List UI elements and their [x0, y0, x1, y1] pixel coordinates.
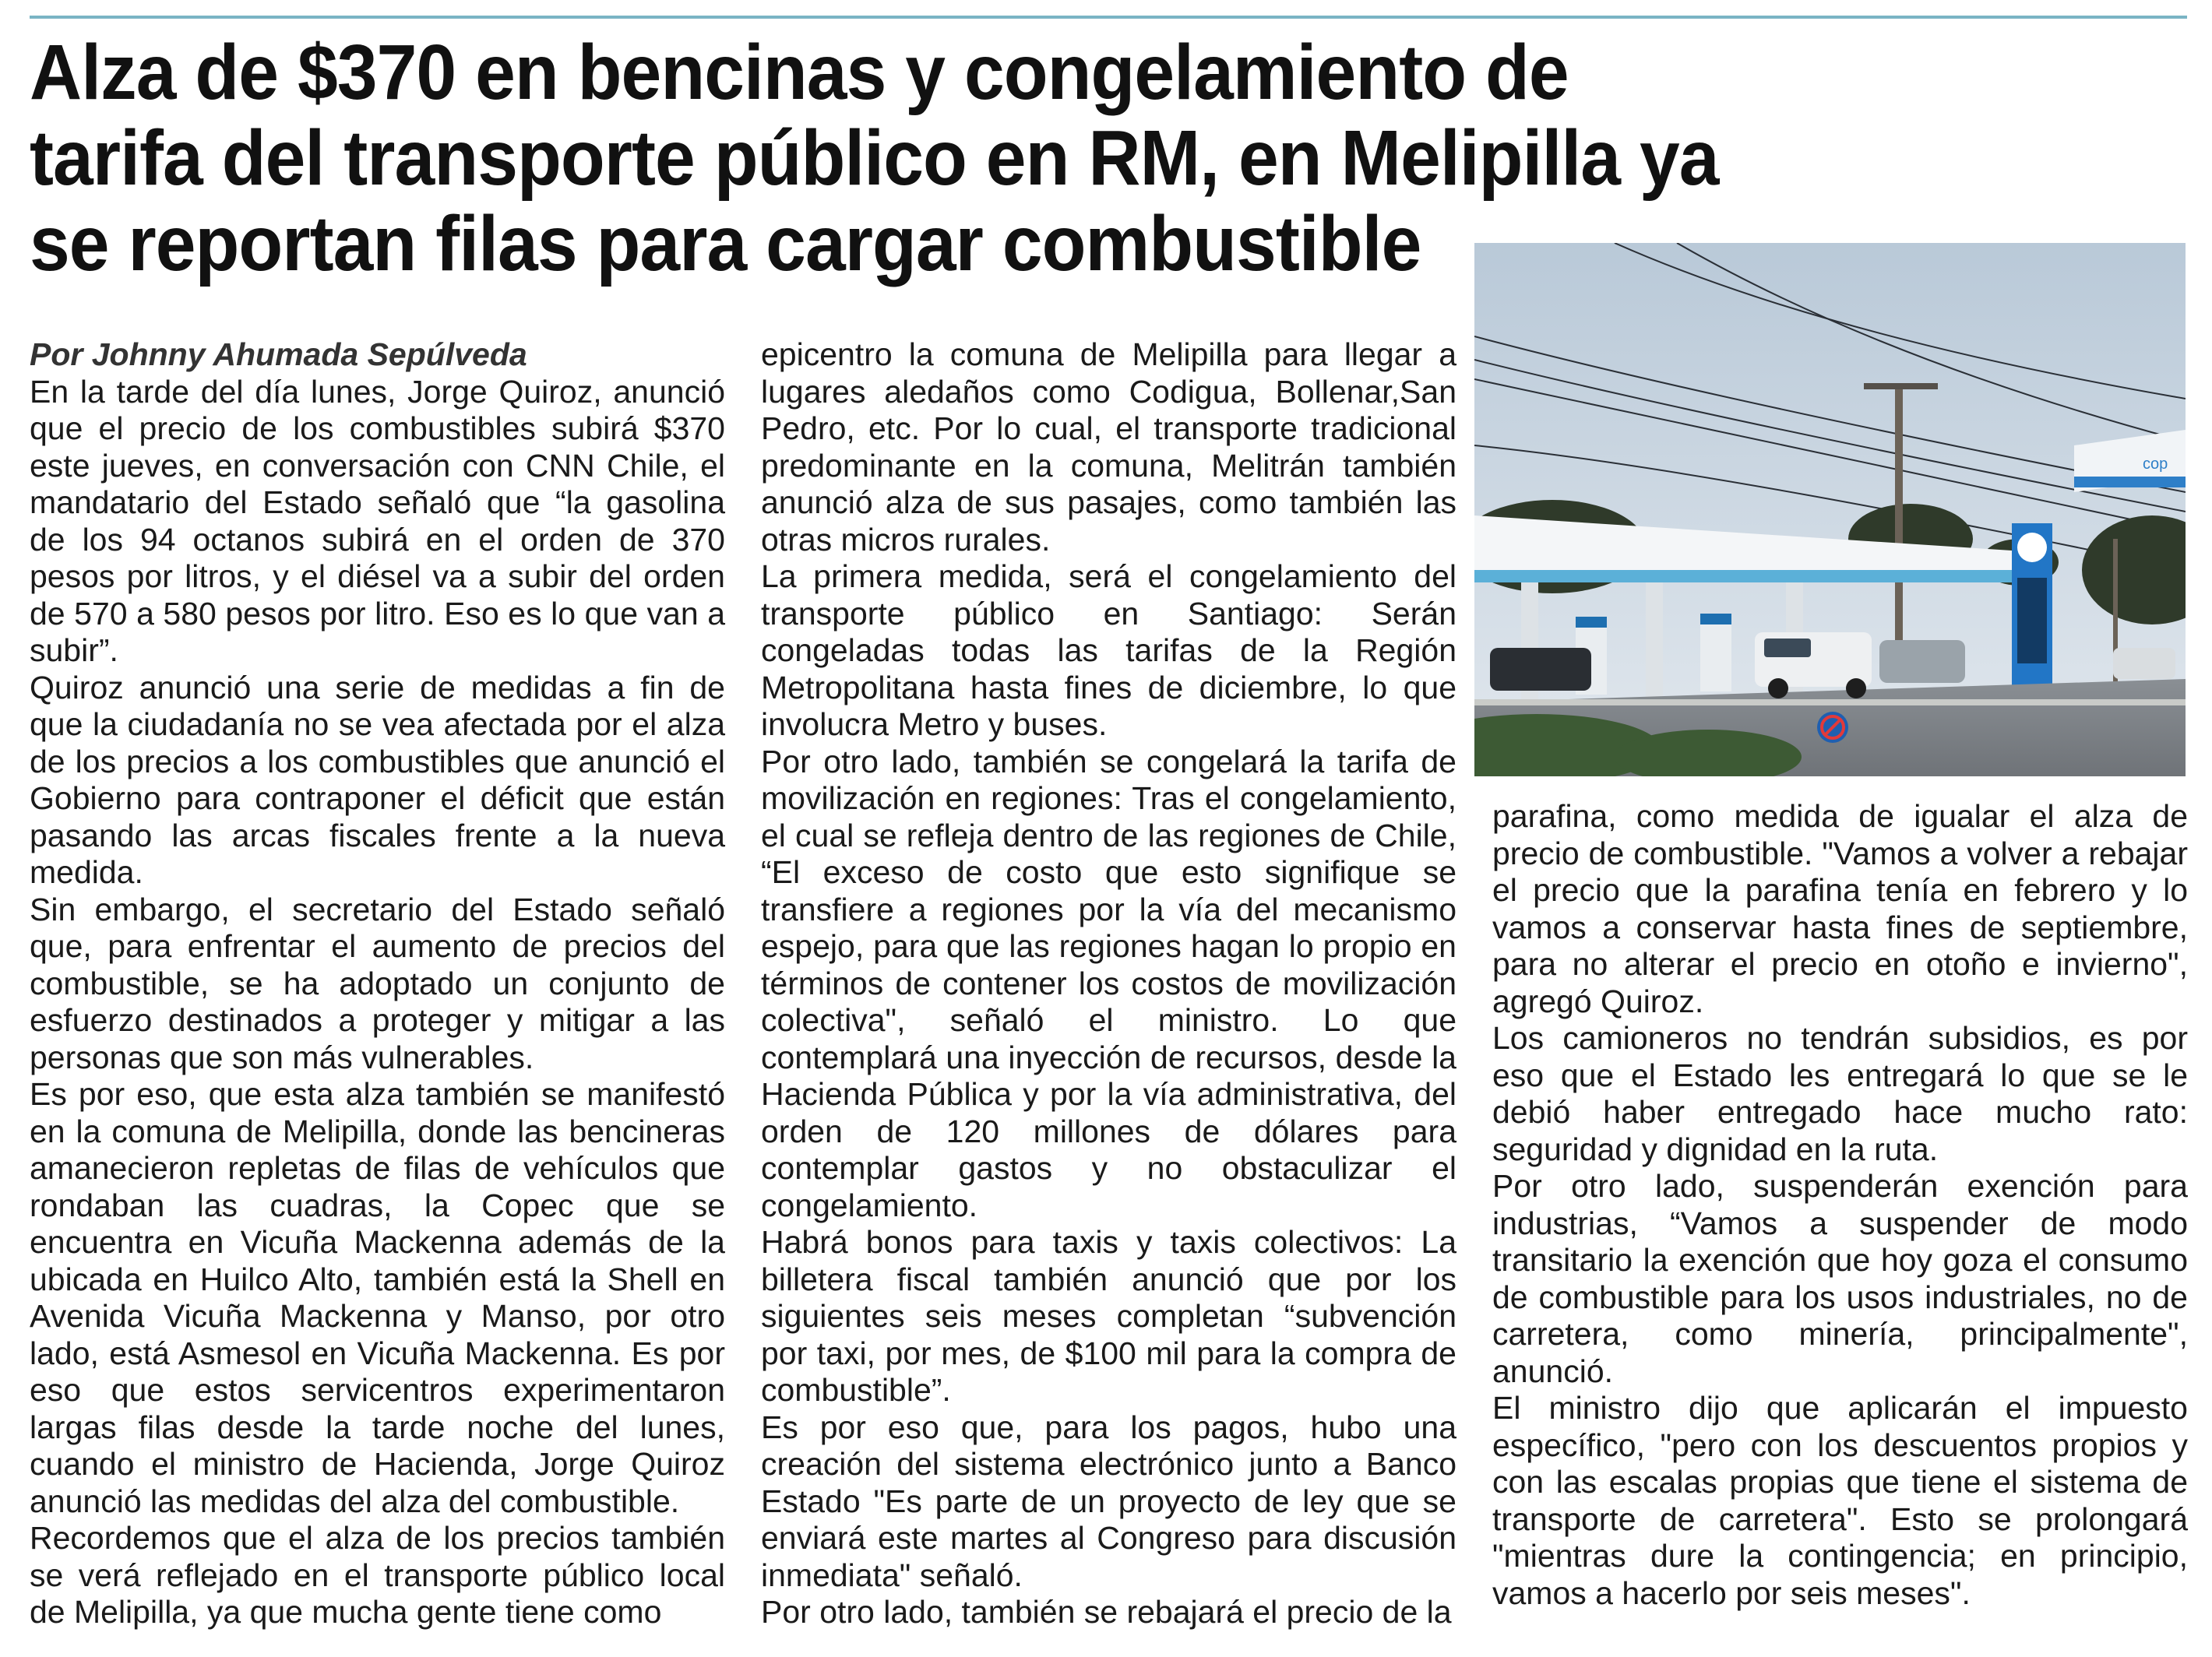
byline: Por Johnny Ahumada Sepúlveda [30, 336, 527, 372]
paragraph: parafina, como medida de igualar el alza de precio de combustible. "Vamos a volver a rebajar el precio que la parafina tenía en febrero y lo vamos a conservar hasta fines de septiembre, para no alterar el precio en otoño e invierno", agregó Quiroz. [1492, 798, 2188, 1019]
headline: Alza de $370 en bencinas y congelamiento de tarifa del transporte público en RM, en Melipilla ya se reportan filas para cargar combustible [30, 29, 1719, 287]
paragraph: Por otro lado, suspenderán exención para industrias, “Vamos a suspender de modo transitario la exención que hoy goza el consumo de combustible para los usos industriales, no de carretera, como minería, principalmente", anunció. [1492, 1168, 2188, 1389]
photo-sign-text: cop [2143, 456, 2168, 473]
paragraph: Es por eso que, para los pagos, hubo una creación del sistema electrónico junto a Banco Estado "Es parte de un proyecto de ley que se enviará este martes al Congreso para discusión inmediata" señaló. [761, 1409, 1456, 1593]
paragraph: En la tarde del día lunes, Jorge Quiroz, anunció que el precio de los combustibles subirá $370 este jueves, en conversación con CNN Chile, el mandatario del Estado señaló que “la gasolina de los 94 octanos subirá en el orden de 370 pesos por litros, y el diésel va a subir del orden de 570 a 580 pesos por litro. Eso es lo que van a subir”. [30, 373, 725, 668]
paragraph: Por otro lado, también se rebajará el precio de la [761, 1594, 1452, 1630]
paragraph: Es por eso, que esta alza también se manifestó en la comuna de Melipilla, donde las bencineras amanecieron repletas de filas de vehículos que rondaban las cuadras, la Copec que se encuentra en Vicuña Mackenna además de la ubicada en Huilco Alto, también está la Shell en Avenida Vicuña Mackenna y Manso, por otro lado, está Asmesol en Vicuña Mackenna. Es por eso que estos servicentros experimentaron largas filas desde la tarde noche del lunes, cuando el ministro de Hacienda, Jorge Quiroz anunció las medidas del alza del combustible. [30, 1076, 725, 1519]
paragraph: Habrá bonos para taxis y taxis colectivos: La billetera fiscal también anunció que por los siguientes seis meses completan “subvención por taxi, por mes, de $100 mil para la compra de combustible”. [761, 1224, 1456, 1408]
paragraph: La primera medida, será el congelamiento del transporte público en Santiago: Serán congeladas todas las tarifas de la Región Metropolitana hasta fines de diciembre, lo que involucra Metro y buses. [761, 558, 1456, 742]
column-2 [761, 336, 1456, 1631]
column-3 [1492, 798, 2188, 1612]
paragraph: Quiroz anunció una serie de medidas a fin de que la ciudadanía no se vea afectada por el alza de los precios a los combustibles que anunció el Gobierno para contraponer el déficit que están pasando las arcas fiscales frente a la nueva medida. [30, 669, 725, 890]
paragraph: Los camioneros no tendrán subsidios, es por eso que el Estado les entregará lo que se le debió haber entregado hace mucho rato: seguridad y dignidad en la ruta. [1492, 1020, 2188, 1167]
paragraph: epicentro la comuna de Melipilla para llegar a lugares aledaños como Codigua, Bollenar,San Pedro, etc. Por lo cual, el transporte tradicional predominante en la comuna, Melitrán también anunció alza de sus pasajes, como también las otras micros rurales. [761, 336, 1456, 558]
paragraph: Sin embargo, el secretario del Estado señaló que, para enfrentar el aumento de precios del combustible, se ha adoptado un conjunto de esfuerzo destinados a proteger y mitigar a las personas que son más vulnerables. [30, 891, 725, 1075]
top-rule [30, 16, 2187, 19]
gas-station-photo [1474, 243, 2186, 776]
paragraph: Por otro lado, también se congelará la tarifa de movilización en regiones: Tras el congelamiento, el cual se refleja dentro de las regiones de Chile, “El exceso de costo que esto signifique se transfiere a regiones por la vía del mecanismo espejo, para que las regiones hagan lo propio en términos de contener los costos de movilización colectiva", señaló el ministro. Lo que contemplará una inyección de recursos, desde la Hacienda Pública y por la vía administrativa, del orden de 120 millones de dólares para contemplar gastos y no obstaculizar el congelamiento. [761, 743, 1456, 1223]
paragraph: El ministro dijo que aplicarán el impuesto específico, "pero con los descuentos propios y con las escalas propias que tiene el sistema de transporte de carretera". Esto se prolongará "mientras dure la contingencia; en principio, vamos a hacerlo por seis meses". [1492, 1390, 2188, 1611]
paragraph: Recordemos que el alza de los precios también se verá reflejado en el transporte público local de Melipilla, ya que mucha gente tiene como [30, 1520, 725, 1630]
column-1 [30, 336, 725, 1631]
